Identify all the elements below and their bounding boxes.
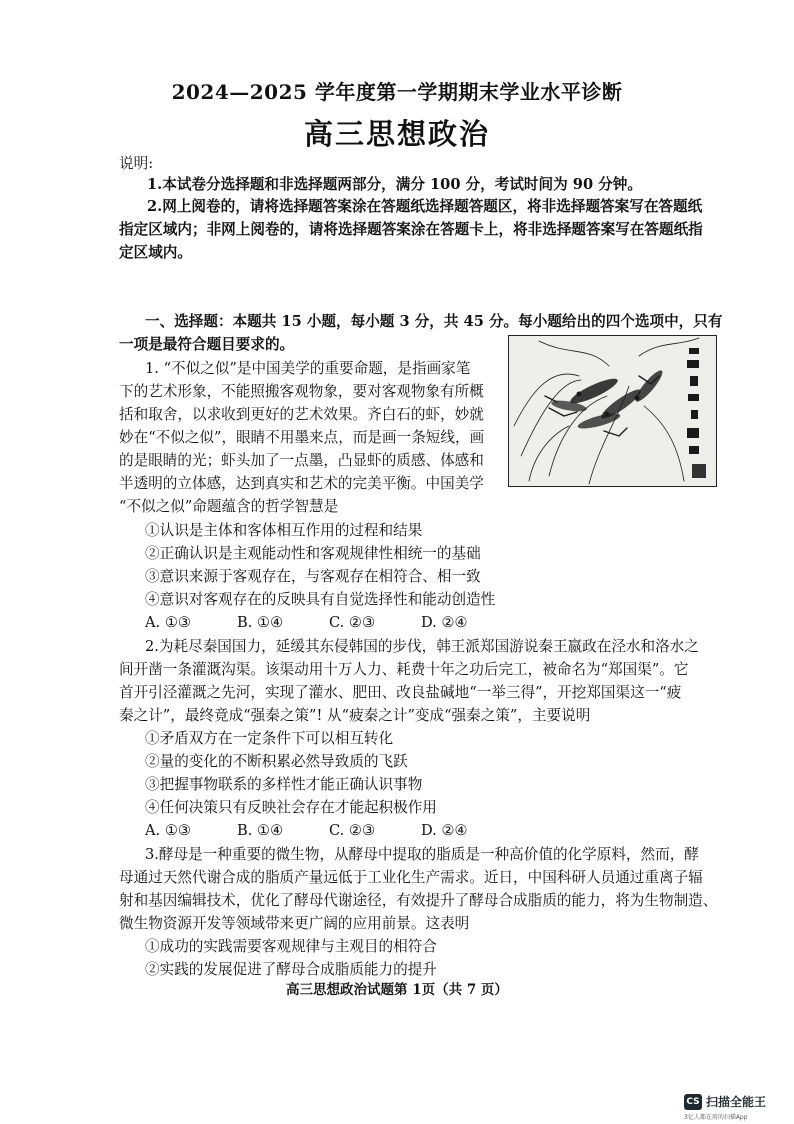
instruction-line: 定区域内。: [119, 244, 192, 261]
q1-stem-line: 的是眼睛的光；虾头加了一点墨，凸显虾的质感、体感和: [119, 452, 484, 469]
instruction-line: 1.本试卷分选择题和非选择题两部分，满分 100 分，考试时间为 90 分钟。: [147, 176, 642, 193]
page-footer: 高三思想政治试题第 1页（共 7 页）: [286, 982, 508, 998]
q1-stem-line: 括和取舍，以求收到更好的艺术效果。齐白石的虾，妙就: [119, 406, 484, 423]
q1-option-b: B. ①④: [237, 614, 284, 631]
q3-stem-line: 3.酵母是一种重要的微生物，从酵母中提取的脂质是一种高价值的化学原料，然而，酵: [145, 846, 699, 863]
instructions-label: 说明:: [119, 155, 154, 172]
q2-option-c: C. ②③: [329, 822, 376, 839]
q1-options: [145, 613, 513, 633]
q3-stem-line: 射和基因编辑技术，优化了酵母代谢途径，有效提升了酵母合成脂质的能力，将为生物制造、: [119, 892, 718, 909]
scanner-watermark: [684, 1093, 766, 1110]
q1-stem-line: 1. “不似之似”是中国美学的重要命题，是指画家笔: [145, 360, 471, 377]
scanner-app-name: 扫描全能王: [706, 1095, 767, 1109]
q3-stem-line: 微生物资源开发等领域带来更广阔的应用前景。这表明: [119, 915, 470, 932]
scanner-tagline: 3亿人都在用的扫描App: [684, 1114, 748, 1121]
q1-stem-line: “不似之似”命题蕴含的哲学智慧是: [119, 498, 339, 515]
q1-statement: ①认识是主体和客体相互作用的过程和结果: [145, 522, 423, 539]
q2-option-b: B. ①④: [237, 822, 284, 839]
q2-option-a: A. ①③: [145, 822, 191, 839]
q1-stem-line: 下的艺术形象，不能照搬客观物象，要对客观物象有所概: [119, 383, 484, 400]
q1-stem-line: 半透明的立体感，达到真实和艺术的完美平衡。中国美学: [119, 475, 484, 492]
instruction-line: 2.网上阅卷的，请将选择题答案涂在答题纸选择题答题区，将非选择题答案写在答题纸: [147, 198, 703, 215]
q2-stem-line: 间开凿一条灌溉沟渠。该渠动用十万人力、耗费十年之功后完工，被命名为“郑国渠”。它: [119, 661, 689, 678]
q1-statement: ④意识对客观存在的反映具有自觉选择性和能动创造性: [145, 591, 496, 608]
q2-stem-line: 首开引泾灌溉之先河，实现了灌水、肥田、改良盐碱地“一举三得”，开挖郑国渠这一“疲: [119, 684, 682, 701]
shrimp-painting-icon: [509, 336, 716, 486]
q2-stem-line: 秦之计”，最终竟成“强秦之策”! 从“疲秦之计”变成“强秦之策”，主要说明: [119, 707, 591, 724]
camscanner-logo-icon: CS: [684, 1094, 702, 1110]
q3-statement: ①成功的实践需要客观规律与主观目的相符合: [145, 938, 437, 955]
q2-statement: ②量的变化的不断积累必然导致质的飞跃: [145, 753, 408, 770]
q2-options: [145, 821, 513, 841]
q1-option-c: C. ②③: [329, 614, 376, 631]
q2-statement: ④任何决策只有反映社会存在才能起积极作用: [145, 799, 437, 816]
q1-statement: ③意识来源于客观存在，与客观存在相符合、相一致: [145, 568, 481, 585]
q1-option-d: D. ②④: [421, 614, 468, 631]
q1-stem-line: 妙在“不似之似”，眼睛不用墨来点，而是画一条短线，画: [119, 429, 485, 446]
q3-stem-line: 母通过天然代谢合成的脂质产量远低于工业化生产需求。近日，中国科研人员通过重离子辐: [119, 869, 703, 886]
q2-statement: ①矛盾双方在一定条件下可以相互转化: [145, 730, 394, 747]
section-heading: 一项是最符合题目要求的。: [119, 336, 295, 353]
shrimp-painting-image: [508, 335, 717, 487]
exam-title: 2024—2025 学年度第一学期期末学业水平诊断: [171, 80, 623, 104]
q3-statement: ②实践的发展促进了酵母合成脂质能力的提升: [145, 961, 437, 978]
q2-stem-line: 2.为耗尽秦国国力，延缓其东侵韩国的步伐，韩王派郑国游说秦王嬴政在泾水和洛水之: [145, 638, 699, 655]
q2-option-d: D. ②④: [421, 822, 468, 839]
q1-option-a: A. ①③: [145, 614, 191, 631]
exam-subject: 高三思想政治: [303, 117, 490, 151]
instruction-line: 指定区域内；非网上阅卷的，请将选择题答案涂在答题卡上，将非选择题答案写在答题纸指: [119, 221, 703, 238]
section-heading: 一、选择题：本题共 15 小题，每小题 3 分，共 45 分。每小题给出的四个选项中，只有: [145, 313, 723, 330]
q2-statement: ③把握事物联系的多样性才能正确认识事物: [145, 776, 423, 793]
q1-statement: ②正确认识是主观能动性和客观规律性相统一的基础: [145, 545, 481, 562]
